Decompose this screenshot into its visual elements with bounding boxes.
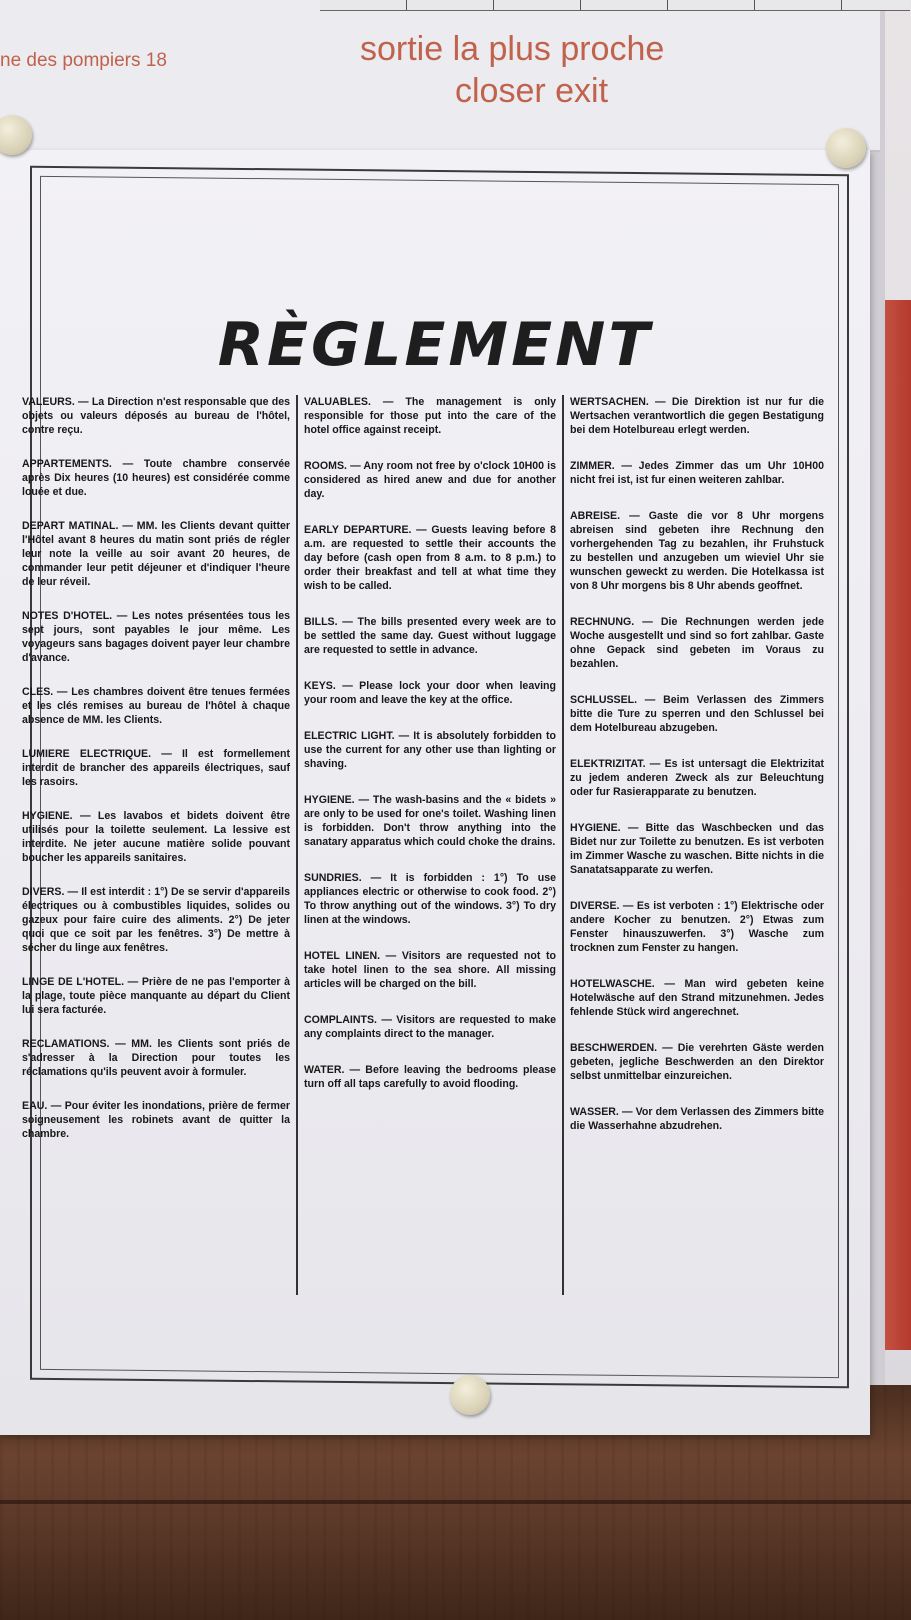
push-pin-bottom: [450, 1375, 490, 1415]
rule-text: — Please lock your door when leaving your room and leave the key at the office.: [304, 680, 556, 706]
rule-text: — Il est interdit : 1°) De se servir d'appareils électriques ou à combustibles liquides, solides ou gazeux pour faire cuire des aliments. 2°) De jeter quoi que ce soit par les fenêtres. 3°) De mettre à sécher du linge aux fenêtres.: [22, 886, 290, 954]
exit-label-english: closer exit: [455, 72, 609, 110]
rule-text: — Les notes présentées tous les sept jours, sont payables le jour même. Les voyageurs sans bagages doivent payer leur chambre d'avance.: [22, 610, 291, 664]
rule-heading: RECLAMATIONS.: [22, 1038, 110, 1050]
rule-heading: HYGIENE.: [22, 810, 73, 822]
rule-text: — Il est formellement interdit de brancher des appareils électriques, sauf les rasoirs.: [22, 748, 290, 788]
rule-entry: [304, 871, 556, 927]
wood-seam: [0, 1500, 911, 1504]
rules-column-german: [564, 395, 830, 1295]
rules-column-english: [296, 395, 564, 1295]
rule-heading: WATER.: [304, 1064, 345, 1076]
rule-text: — Es ist verboten : 1°) Elektrische oder andere Kocher zu benutzen. 2°) Etwas zum Fenster hinauszuwerfen. 3°) Wasche zum trocknen zum Fenster zu hangen.: [570, 900, 824, 954]
rule-heading: WASSER.: [570, 1106, 619, 1118]
rule-text: — The management is only responsible for those put into the care of the hotel office against receipt.: [304, 396, 556, 436]
rule-entry: [22, 1099, 290, 1141]
rule-heading: SCHLUSSEL.: [570, 694, 638, 706]
rule-entry: [304, 729, 556, 771]
rule-heading: DIVERS.: [22, 886, 65, 898]
exit-label-french: sortie la plus proche: [360, 30, 665, 68]
rule-entry: [304, 523, 556, 593]
rule-entry: [22, 395, 290, 437]
rule-heading: DIVERSE.: [570, 900, 620, 912]
rule-text: — Prière de ne pas l'emporter à la plage, toute pièce manquante au départ du Client lui sera facturée.: [22, 976, 290, 1016]
rule-entry: [304, 949, 556, 991]
rule-heading: DEPART MATINAL.: [22, 520, 119, 532]
rule-heading: NOTES D'HOTEL.: [22, 610, 113, 622]
rule-heading: HOTEL LINEN.: [304, 950, 381, 962]
rule-text: — Man wird gebeten keine Hotelwäsche auf den Strand mitzunehmen. Jedes fehlende Stück wird angerechnet.: [570, 978, 824, 1018]
rule-text: — Guests leaving before 8 a.m. are requested to settle their accounts the day before (cash open from 8 a.m. to 8 p.m.) to order their breakfast and tell at what time they wish to be called.: [304, 524, 556, 592]
rule-heading: KEYS.: [304, 680, 336, 692]
rule-text: — Bitte das Waschbecken und das Bidet nur zur Toilette zu benutzen. Es ist verboten im Zimmer Wasche zu waschen. Bitte nichts in die Sanatatsapparate zu werfen.: [570, 822, 824, 876]
rule-text: — Les lavabos et bidets doivent être utilisés pour la toilette seulement. La lessive est interdite. Ne jeter aucune matière solide pouvant boucher les appareils sanitaires.: [22, 810, 290, 864]
rule-heading: VALUABLES.: [304, 396, 371, 408]
fire-exit-sign: [0, 0, 880, 152]
rules-column-french: [16, 395, 296, 1295]
rule-text: — Before leaving the bedrooms please turn off all taps carefully to avoid flooding.: [304, 1064, 556, 1090]
rule-text: — Die verehrten Gäste werden gebeten, jegliche Beschwerden an den Direktor selbst unmittelbar einzureichen.: [570, 1042, 824, 1082]
rule-heading: ELEKTRIZITAT.: [570, 758, 646, 770]
notice-title: RÈGLEMENT: [217, 310, 653, 380]
rule-text: — The wash-basins and the « bidets » are only to be used for one's toilet. Washing linen is forbidden. Don't throw anything into the sanatary apparatus which could choke the drains.: [304, 794, 556, 848]
rule-entry: [22, 457, 290, 499]
rule-entry: [570, 459, 824, 487]
rule-text: — Die Direktion ist nur fur die Wertsachen verantwortlich die gegen Bestatigung bei dem Hotelbureau erlegt werden.: [570, 396, 824, 436]
rule-entry: [22, 975, 290, 1017]
rule-heading: RECHNUNG.: [570, 616, 635, 628]
sign-grid-lines: [320, 0, 910, 11]
rule-entry: [304, 679, 556, 707]
rule-entry: [570, 395, 824, 437]
rule-text: — Pour éviter les inondations, prière de fermer soigneusement les robinets avant de quitter la chambre.: [22, 1100, 290, 1140]
rule-text: — Gaste die vor 8 Uhr morgens abreisen sind gebeten ihre Rechnung den vorhergehenden Tag zu bezahlen, ihr Fruhstuck zu bestellen und anzugeben um wieviel Uhr sie wunschen geweckt zu werden. Die Hotelkassa ist von 8 Uhr morgens bis 8 Uhr abends geoffnet.: [570, 510, 824, 592]
rule-heading: APPARTEMENTS.: [22, 458, 112, 470]
rule-heading: BESCHWERDEN.: [570, 1042, 658, 1054]
rules-columns: [16, 395, 831, 1295]
rule-heading: EARLY DEPARTURE.: [304, 524, 412, 536]
rule-entry: [22, 809, 290, 865]
rule-text: — Visitors are requested not to take hotel linen to the sea shore. All missing articles will be charged on the bill.: [304, 950, 556, 990]
rule-heading: SUNDRIES.: [304, 872, 362, 884]
rule-heading: ABREISE.: [570, 510, 621, 522]
rule-text: — The bills presented every week are to be settled the same day. Guest without luggage are requested to settle in advance.: [304, 616, 556, 656]
rule-text: — Die Rechnungen werden jede Woche ausgestellt und sind so fort zahlbar. Gaste ohne Gepack sind gebeten im Voraus zu bezahlen.: [570, 616, 824, 670]
rule-text: — Visitors are requested to make any complaints direct to the manager.: [304, 1014, 556, 1040]
rule-entry: [22, 885, 290, 955]
rule-heading: ZIMMER.: [570, 460, 615, 472]
rule-text: — MM. les Clients devant quitter l'Hôtel avant 8 heures du matin sont priés de régler leur note la veille au soir avant 20 heures, de commander leur petit déjeuner et d'indiquer l'heure de leur réveil.: [22, 520, 291, 588]
rule-text: — It is forbidden : 1°) To use appliances electric or otherwise to cook food. 2°) To throw anything out of the windows. 3°) To dry linen at the windows.: [304, 872, 556, 926]
rule-text: — MM. les Clients sont priés de s'adresser à la Direction pour toutes les réclamations qu'ils peuvent avoir à formuler.: [22, 1038, 290, 1078]
rule-text: — Any room not free by o'clock 10H00 is considered as hired anew and due for another day.: [304, 460, 556, 500]
rule-heading: BILLS.: [304, 616, 338, 628]
rule-entry: [22, 747, 290, 789]
rule-entry: [570, 899, 824, 955]
rule-heading: COMPLAINTS.: [304, 1014, 377, 1026]
rule-entry: [304, 793, 556, 849]
rule-entry: [22, 1037, 290, 1079]
red-wall-strip: [885, 300, 911, 1350]
rule-entry: [570, 977, 824, 1019]
rule-heading: WERTSACHEN.: [570, 396, 649, 408]
rule-text: — Jedes Zimmer das um Uhr 10H00 nicht frei ist, ist fur einen weiteren zahlbar.: [570, 460, 824, 486]
push-pin-top-right: [826, 128, 866, 168]
rule-text: — Beim Verlassen des Zimmers bitte die Ture zu sperren und den Schlussel bei dem Hotelbureau abzugeben.: [570, 694, 824, 734]
rule-entry: [304, 615, 556, 657]
rule-entry: [570, 615, 824, 671]
rule-text: — Les chambres doivent être tenues fermées et les clés remises au bureau de l'hôtel à chaque absence de MM. les Clients.: [22, 686, 290, 726]
rule-entry: [570, 509, 824, 593]
rule-text: — Vor dem Verlassen des Zimmers bitte die Wasserhahne abzudrehen.: [570, 1106, 824, 1132]
rule-entry: [570, 1105, 824, 1133]
hotel-rules-notice: [0, 150, 870, 1435]
rule-heading: CLES.: [22, 686, 54, 698]
rule-entry: [570, 1041, 824, 1083]
rule-text: — It is absolutely forbidden to use the current for any other use than lighting or shaving.: [304, 730, 556, 770]
rule-entry: [570, 821, 824, 877]
rule-entry: [22, 519, 290, 589]
rule-heading: HYGIENE.: [570, 822, 621, 834]
rule-text: — Es ist untersagt die Elektrizitat zu jedem anderen Zweck als zur Beleuchtung oder fur Rasierapparate zu benutzen.: [570, 758, 824, 798]
rule-entry: [22, 685, 290, 727]
rule-entry: [304, 1063, 556, 1091]
rule-text: — La Direction n'est responsable que des objets ou valeurs déposés au bureau de l'hôtel, contre reçu.: [22, 396, 290, 436]
fire-department-number: ne des pompiers 18: [0, 50, 167, 71]
rule-entry: [304, 459, 556, 501]
rule-entry: [570, 757, 824, 799]
rule-heading: HYGIENE.: [304, 794, 355, 806]
rule-heading: EAU.: [22, 1100, 48, 1112]
rule-heading: LINGE DE L'HOTEL.: [22, 976, 125, 988]
rule-entry: [570, 693, 824, 735]
rule-entry: [22, 609, 290, 665]
rule-heading: LUMIERE ELECTRIQUE.: [22, 748, 152, 760]
rule-heading: ELECTRIC LIGHT.: [304, 730, 395, 742]
rule-entry: [304, 395, 556, 437]
rule-entry: [304, 1013, 556, 1041]
rule-heading: VALEURS.: [22, 396, 75, 408]
rule-heading: HOTELWASCHE.: [570, 978, 655, 990]
rule-heading: ROOMS.: [304, 460, 347, 472]
rule-text: — Toute chambre conservée après Dix heures (10 heures) est considérée comme louée et due.: [22, 458, 290, 498]
